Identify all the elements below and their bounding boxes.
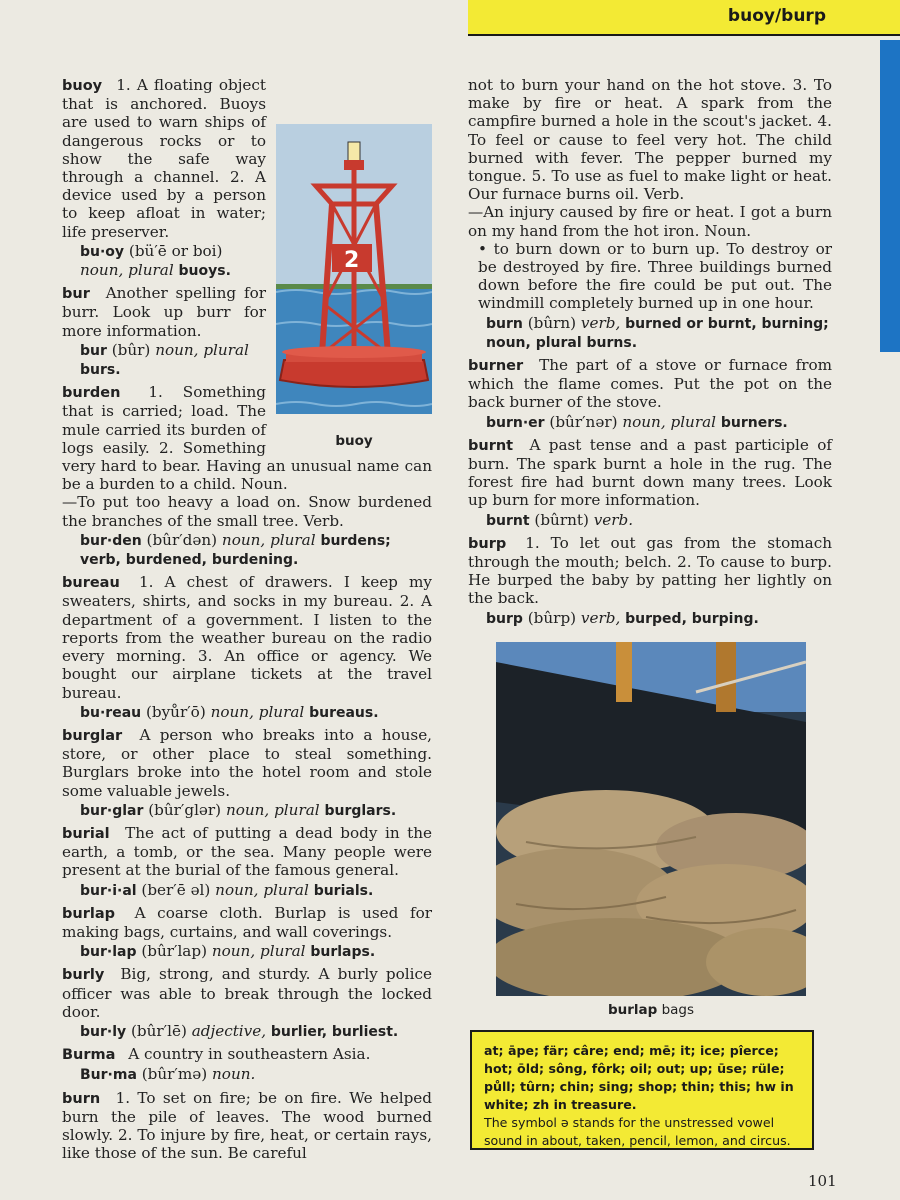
- headword: burial: [62, 825, 110, 842]
- entry-burn-continued: not to burn your hand on the hot stove. 3. To make by fire or heat. A spark from the campfire burned a hole in the scout's jacket. 4. To feel or cause to feel very hot. The child burned with fever. The pepper burned my tongue. 5. To use as fuel to make light or heat. Our furnace burns oil. Verb. —An injury caused by fire or heat. I got a burn on my hand from the hot iron. Noun. • to burn down or to burn up. To destroy or be destroyed by fire. Three buildings burned down before the fire could be put out. The windmill completely burned up in one hour. burn (bûrn) verb, burned or burnt, burning; noun, plural burns.: [468, 76, 832, 351]
- buoy-number: 2: [344, 248, 360, 273]
- headword: burly: [62, 967, 105, 984]
- guide-words: buoy/burp: [727, 6, 826, 26]
- header-band: [468, 0, 900, 36]
- pronunciation-line: burn·er (bûr′nər) noun, plural burners.: [486, 412, 788, 431]
- pronunciation-line: bur·ly (bûr′lē) adjective, burlier, burliest.: [80, 1021, 399, 1040]
- pronunciation-line: bur·lap (bûr′lap) noun, plural burlaps.: [80, 942, 376, 961]
- headword: burner: [468, 358, 524, 375]
- headword: bureau: [62, 575, 120, 592]
- entry-bur: bur Another spelling for burr. Look up burr for more information. bur (bûr) noun, plural burs.: [62, 284, 432, 379]
- pronunciation-line: burp (bûrp) verb, burped, burping.: [486, 608, 759, 627]
- pronunciation-line: bur·i·al (ber′ē əl) noun, plural burials.: [80, 880, 374, 899]
- pronunciation-key-schwa: The symbol ə stands for the unstressed vowel sound in about, taken, pencil, lemon, and circus.: [484, 1115, 791, 1148]
- entry-burma: Burma A country in southeastern Asia. Bur·ma (bûr′mə) noun.: [62, 1045, 432, 1084]
- entry-burp: burp 1. To let out gas from the stomach through the mouth; belch. 2. To cause to burp. He burped the baby by patting her lightly on the back. burp (bûrp) verb, burped, burping.: [468, 533, 833, 627]
- burlap-bags-photo: [496, 642, 806, 996]
- headword: bur: [62, 286, 90, 303]
- entry-burden: burden 1. Something that is carried; load. The mule carried its burden of logs easily. 2. Something very hard to bear. Having an unusual name can be a burden to a child. Noun. —To put too heavy a load on. Snow burdened the branches of the small tree. Verb. bur·den (bûr′dən) noun, plural burdens; verb, burdened, burdening.: [62, 383, 432, 569]
- entry-burglar: burglar A person who breaks into a house, store, or other place to steal something. Burglars broke into the hotel room and stole some valuable jewels. bur·glar (bûr′glər) noun, plural burglars.: [62, 725, 433, 819]
- entry-burlap: burlap A coarse cloth. Burlap is used for making bags, curtains, and wall coverings. bur·lap (bûr′lap) noun, plural burlaps.: [62, 903, 432, 961]
- entry-burner: burner The part of a stove or furnace from which the flame comes. Put the pot on the back burner of the stove. burn·er (bûr′nər) noun, plural burners.: [468, 356, 833, 431]
- pronunciation-line: bur·glar (bûr′glər) noun, plural burglars.: [80, 800, 397, 819]
- pronunciation-line: bur (bûr) noun, plural burs.: [80, 340, 249, 379]
- pronunciation-line: burn (bûrn) verb, burned or burnt, burning; noun, plural burns.: [486, 313, 829, 351]
- thumb-index-tab: [880, 40, 900, 352]
- pronunciation-line: bu·oy (bü′ē or boi) noun, plural buoys.: [80, 241, 231, 280]
- buoy-caption: buoy: [335, 433, 373, 449]
- entry-burnt: burnt A past tense and a past participle of burn. The spark burnt a hole in the rug. The forest fire had burnt down many trees. Look up burn for more information. burnt (bûrnt) verb.: [468, 435, 832, 529]
- buoy-illustration: [276, 124, 432, 449]
- entry-burn: burn 1. To set on fire; be on fire. We helped burn the pile of leaves. The wood burned slowly. 2. To injure by fire, heat, or certain rays, like those of the sun. Be careful: [62, 1088, 432, 1163]
- entry-burial: burial The act of putting a dead body in the earth, a tomb, or the sea. Many people were present at the burial of the famous general. bur·i·al (ber′ē əl) noun, plural burials.: [62, 823, 433, 899]
- pronunciation-line: burnt (bûrnt) verb.: [486, 510, 634, 529]
- entry-bureau: bureau 1. A chest of drawers. I keep my sweaters, shirts, and socks in my bureau. 2. A department of a government. I listen to the reports from the weather bureau on the radio every morning. 3. An office or agency. We bought our airplane tickets at the travel bureau. bu·reau (byůr′ō) noun, plural bureaus.: [62, 573, 433, 721]
- headword: burn: [62, 1090, 101, 1107]
- headword: burden: [62, 385, 121, 402]
- burlap-caption: burlap bags: [607, 1002, 695, 1018]
- headword: burp: [468, 535, 507, 552]
- headword: burglar: [62, 727, 123, 744]
- pronunciation-line: bu·reau (byůr′ō) noun, plural bureaus.: [80, 702, 379, 721]
- headword: buoy: [62, 78, 103, 94]
- burlap-drawing: [496, 642, 806, 996]
- right-column: [468, 76, 832, 632]
- pronunciation-line: Bur·ma (bûr′mə) noun.: [80, 1065, 256, 1084]
- pronunciation-key: [470, 1030, 814, 1150]
- headword: burlap: [62, 905, 115, 922]
- left-column: [62, 76, 432, 1166]
- entry-burly: burly Big, strong, and sturdy. A burly police officer was able to break through the locked door. bur·ly (bûr′lē) adjective, burlier, burliest.: [62, 965, 432, 1040]
- buoy-drawing: [276, 124, 432, 414]
- idiom: • to burn down or to burn up. To destroy or be destroyed by fire. Three buildings burned down before the fire could be put out. The windmill completely burned up in one hour.: [478, 239, 832, 313]
- pronunciation-key-sounds: at; āpe; fär; câre; end; mē; it; ice; pîerce; hot; ōld; sông, fôrk; oil; out; up; ūse; rüle; půll; tûrn; chin; sing; shop; thin; this; hw in white; zh in treasure.: [484, 1043, 794, 1112]
- page-number: 101: [808, 1172, 837, 1190]
- headword: burnt: [468, 437, 514, 454]
- pronunciation-line: bur·den (bûr′dən) noun, plural burdens; verb, burdened, burdening.: [80, 530, 391, 569]
- headword: Burma: [62, 1047, 116, 1064]
- entry-definition: buoy 2 buoy 1. A floating object that is anchored. Buoys are used to warn ships of dangerous rocks or to show the safe way through a channel. 2. A device used by a person to keep afloat in water; life preserver.: [62, 76, 432, 241]
